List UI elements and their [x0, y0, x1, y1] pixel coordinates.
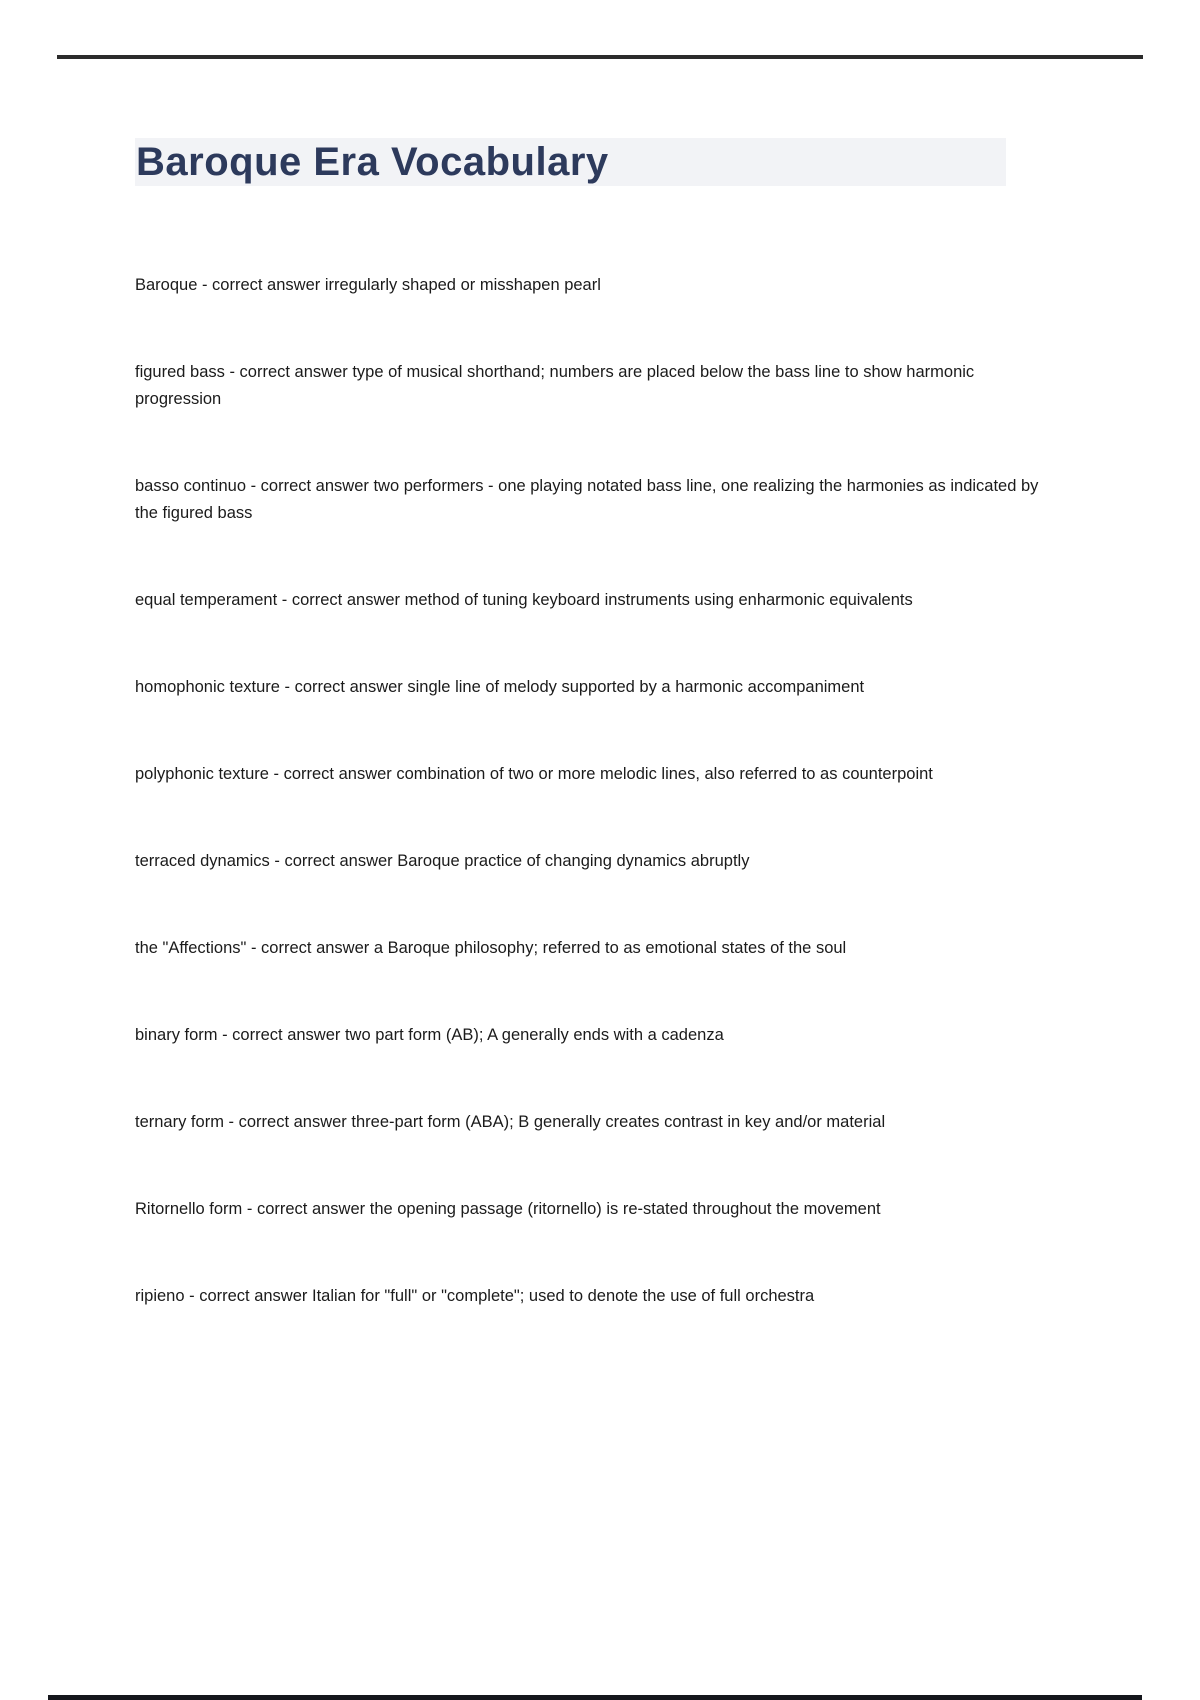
vocab-entry-list [135, 272, 1075, 1370]
vocab-entry: the "Affections" - correct answer a Baroque philosophy; referred to as emotional states of the soul [135, 939, 847, 957]
vocab-entry: basso continuo - correct answer two performers - one playing notated bass line, one realizing the harmonies as indicated by the figured bass [135, 477, 1039, 522]
page-title: Baroque Era Vocabulary [136, 140, 609, 184]
vocab-entry: binary form - correct answer two part form (AB); A generally ends with a cadenza [135, 1026, 724, 1044]
title-highlight-strip [135, 138, 1006, 186]
vocab-entry: Ritornello form - correct answer the opening passage (ritornello) is re-stated throughout the movement [135, 1200, 881, 1218]
top-rule-divider [57, 55, 1143, 59]
vocab-entry: homophonic texture - correct answer single line of melody supported by a harmonic accompaniment [135, 678, 865, 696]
vocab-entry: terraced dynamics - correct answer Baroque practice of changing dynamics abruptly [135, 852, 750, 870]
footer-bar [48, 1695, 1142, 1700]
vocab-entry: ternary form - correct answer three-part form (ABA); B generally creates contrast in key and/or material [135, 1113, 886, 1131]
vocab-entry: polyphonic texture - correct answer combination of two or more melodic lines, also referred to as counterpoint [135, 765, 933, 783]
vocab-entry: ripieno - correct answer Italian for "full" or "complete"; used to denote the use of full orchestra [135, 1287, 815, 1305]
vocab-entry: equal temperament - correct answer method of tuning keyboard instruments using enharmonic equivalents [135, 591, 913, 609]
vocab-entry: Baroque - correct answer irregularly shaped or misshapen pearl [135, 276, 601, 294]
vocab-entry: figured bass - correct answer type of musical shorthand; numbers are placed below the bass line to show harmonic progression [135, 363, 975, 408]
